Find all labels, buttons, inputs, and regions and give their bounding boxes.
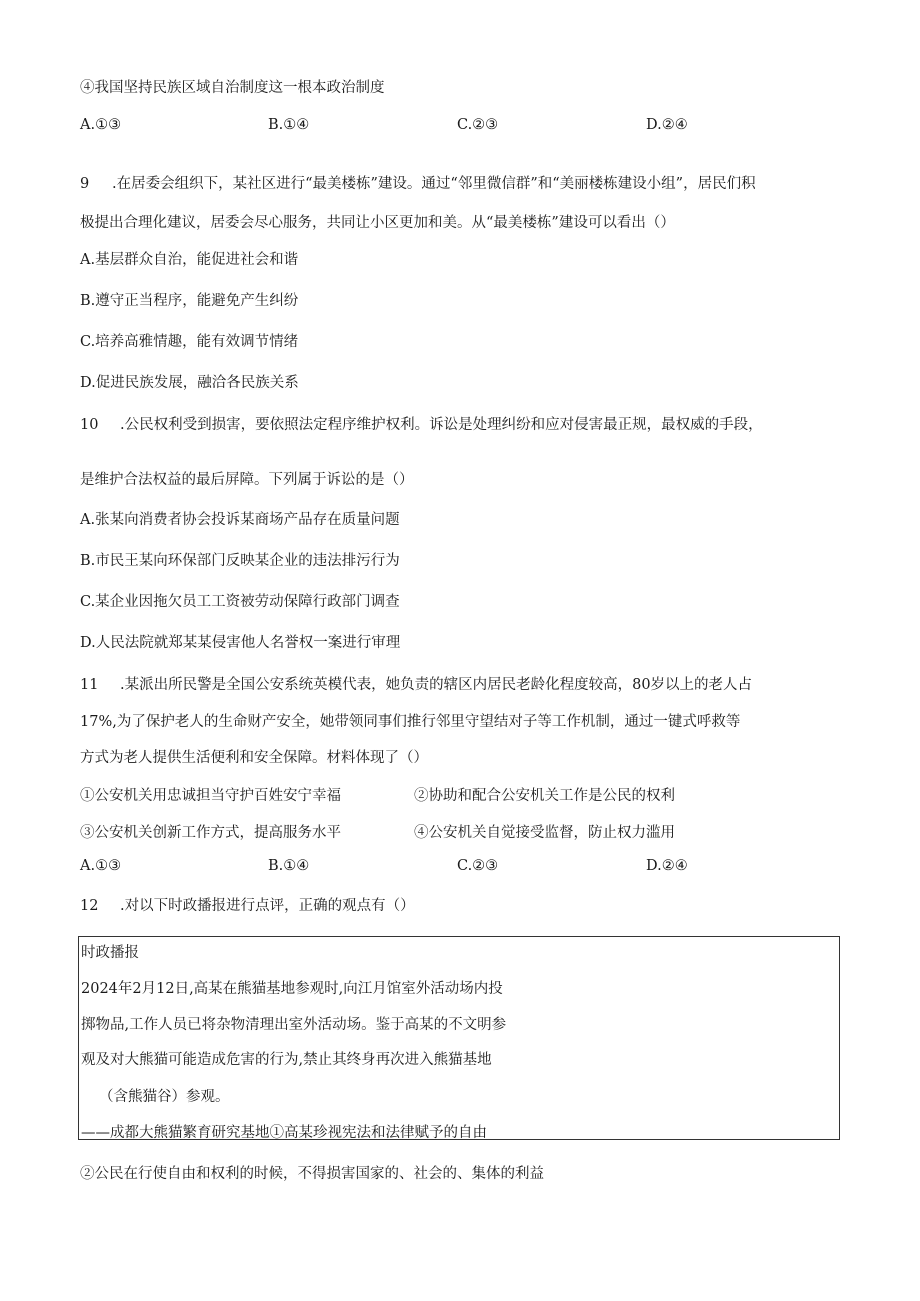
q10-option-a[interactable]: A.张某向消费者协会投诉某商场产品存在质量问题 (80, 512, 400, 528)
q10-option-b[interactable]: B.市民王某向环保部门反映某企业的违法排污行为 (80, 553, 400, 569)
q10-option-c[interactable]: C.某企业因拖欠员工工资被劳动保障行政部门调查 (80, 594, 400, 610)
q11-number: 11 (80, 677, 99, 693)
q9-option-b[interactable]: B.遵守正当程序，能避免产生纠纷 (80, 293, 299, 309)
q12-stem-line (80, 894, 415, 915)
q8-option-b[interactable]: B.①④ (268, 117, 310, 133)
q10-stem-text-1: .公民权利受到损害，要依照法定程序维护权利。诉讼是处理纠纷和应对侵害最正规，最权威的手段， (120, 417, 763, 433)
q8-option-c[interactable]: C.②③ (457, 117, 499, 133)
q11-item-4: ④公安机关自觉接受监督，防止权力滥用 (414, 825, 675, 841)
q10-option-d[interactable]: D.人民法院就郑某某侵害他人名誉权一案进行审理 (80, 635, 401, 651)
q9-stem-line-1 (80, 172, 756, 193)
q11-option-d[interactable]: D.②④ (646, 858, 688, 874)
q11-option-a[interactable]: A.①③ (80, 858, 122, 874)
q9-stem-text-1: .在居委会组织下，某社区进行“最美楼栋”建设。通过“邻里微信群”和“美丽楼栋建设小组”，居民们积 (112, 176, 756, 192)
q11-stem-line-3: 方式为老人提供生活便利和安全保障。材料体现了（） (80, 750, 428, 766)
news-box-source: ——成都大熊猫繁育研究基地①高某珍视宪法和法律赋予的自由 (81, 1125, 487, 1141)
q8-option-a[interactable]: A.①③ (80, 117, 122, 133)
news-box-line: 观及对大熊猫可能造成危害的行为,禁止其终身再次进入熊猫基地 (81, 1052, 492, 1068)
q12-stem-text: .对以下时政播报进行点评，正确的观点有（） (120, 898, 415, 914)
q12-item-2: ②公民在行使自由和权利的时候，不得损害国家的、社会的、集体的利益 (80, 1166, 544, 1182)
q10-stem-line-2: 是维护合法权益的最后屏障。下列属于诉讼的是（） (80, 472, 414, 488)
q9-stem-line-2: 极提出合理化建议，居委会尽心服务，共同让小区更加和美。从“最美楼栋”建设可以看出（） (80, 215, 675, 231)
q11-stem-text-1: .某派出所民警是全国公安系统英模代表，她负责的辖区内居民老龄化程度较高，80岁以上的老人占 (120, 677, 753, 693)
q11-option-c[interactable]: C.②③ (457, 858, 499, 874)
q9-number: 9 (80, 176, 90, 192)
q11-stem-line-1 (80, 673, 752, 694)
q11-item-1: ①公安机关用忠诚担当守护百姓安宁幸福 (80, 788, 341, 804)
q9-option-a[interactable]: A.基层群众自治，能促进社会和谐 (80, 252, 299, 268)
news-box (78, 936, 840, 1140)
q9-option-d[interactable]: D.促进民族发展，融洽各民族关系 (80, 375, 299, 391)
q11-option-b[interactable]: B.①④ (268, 858, 310, 874)
q8-option-d[interactable]: D.②④ (646, 117, 688, 133)
q8-item-4: ④我国坚持民族区域自治制度这一根本政治制度 (80, 80, 385, 96)
q12-number: 12 (80, 898, 99, 914)
news-box-line: 2024年2月12日,高某在熊猫基地参观时,向江月馆室外活动场内投 (81, 981, 503, 997)
q11-stem-line-2: 17%,为了保护老人的生命财产安全，她带领同事们推行邻里守望结对子等工作机制，通过一键式呼救等 (80, 714, 741, 730)
news-box-title: 时政播报 (81, 945, 139, 961)
q10-number: 10 (80, 417, 99, 433)
q9-option-c[interactable]: C.培养高雅情趣，能有效调节情绪 (80, 334, 299, 350)
q11-item-2: ②协助和配合公安机关工作是公民的权利 (414, 788, 675, 804)
news-box-line: （含熊猫谷）参观。 (99, 1089, 230, 1105)
q10-stem-line-1 (80, 413, 763, 434)
q11-item-3: ③公安机关创新工作方式，提高服务水平 (80, 825, 341, 841)
news-box-line: 掷物品,工作人员已将杂物清理出室外活动场。鉴于高某的不文明参 (81, 1017, 507, 1033)
